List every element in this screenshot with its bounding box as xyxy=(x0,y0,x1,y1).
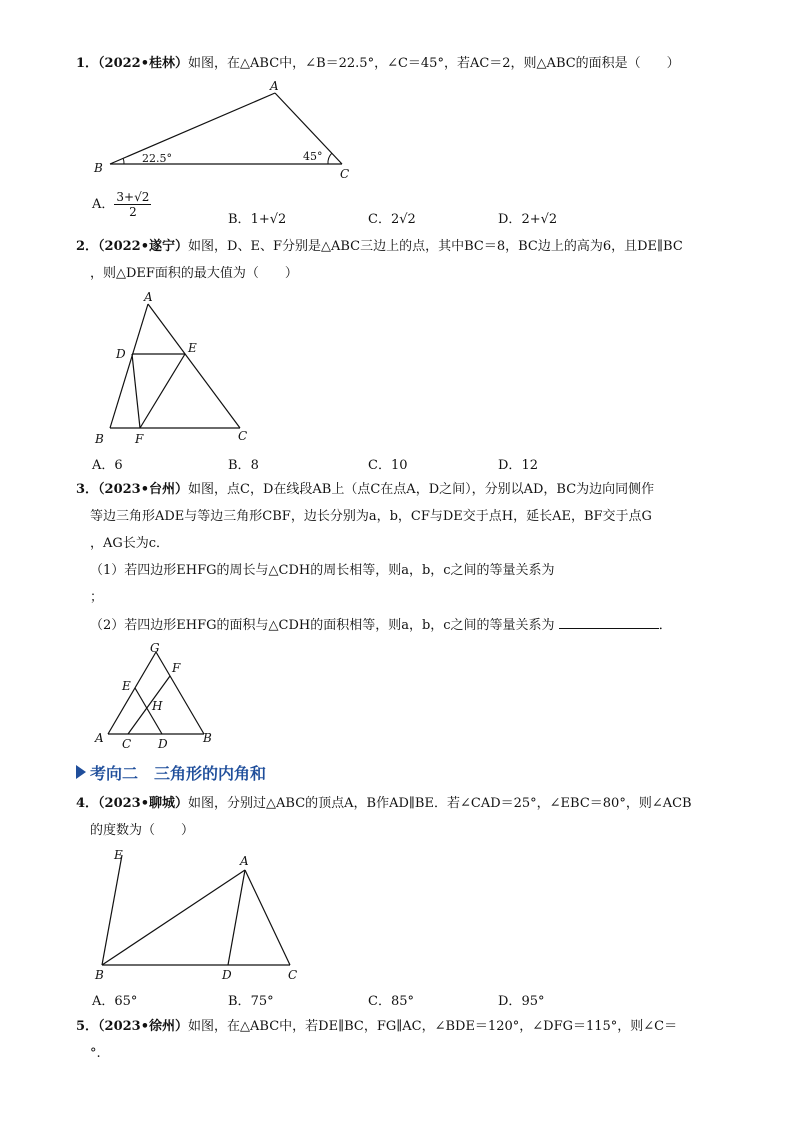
q2-side-ab xyxy=(110,304,148,428)
q3-text-1: 如图，点C，D在线段AB上（点C在点A，D之间），分别以AD，BC为边向同侧作 xyxy=(188,482,655,497)
q3-label-f: F xyxy=(172,661,181,675)
q2-figure xyxy=(90,288,265,448)
q3-stem-line1 xyxy=(76,481,654,499)
q3-label-e: E xyxy=(122,679,131,693)
q3-label-a: A xyxy=(95,731,104,745)
q3-stem-line2 xyxy=(90,508,652,526)
q2-source: （2022•遂宁） xyxy=(98,239,189,254)
q4-option-d-label: D． xyxy=(498,994,522,1009)
q1-option-b[interactable] xyxy=(228,208,286,227)
q2-segment-ef xyxy=(140,354,185,428)
q2-label-d: D xyxy=(116,347,126,361)
q2-text-2: ，则△DEF面积的最大值为（ ） xyxy=(90,266,298,281)
q4-option-b[interactable] xyxy=(228,990,274,1009)
q4-side-ac xyxy=(245,870,290,965)
q2-option-c-label: C． xyxy=(368,458,391,473)
q2-option-a[interactable] xyxy=(92,454,123,473)
q1-label-c: C xyxy=(340,167,350,181)
q1-option-d[interactable] xyxy=(498,208,557,227)
q1-figure xyxy=(90,78,360,183)
q1-option-d-label: D． xyxy=(498,212,522,227)
q2-option-c[interactable] xyxy=(368,454,408,473)
q4-option-c[interactable] xyxy=(368,990,414,1009)
q3-segment-ag xyxy=(108,652,156,734)
q2-option-b[interactable] xyxy=(228,454,259,473)
q4-option-a-label: A． xyxy=(92,994,115,1009)
q1-option-c[interactable] xyxy=(368,208,416,227)
q2-option-d-value: 12 xyxy=(521,458,538,473)
q3-sub1-line2 xyxy=(90,589,103,607)
q1-angle-b-arc xyxy=(123,158,124,164)
q2-label-f: F xyxy=(135,432,144,446)
q3-sub1-line1 xyxy=(90,562,555,580)
q1-option-c-value: 2√2 xyxy=(390,212,416,227)
q3-label-b: B xyxy=(203,731,212,745)
q3-figure xyxy=(90,640,220,752)
q1-label-a: A xyxy=(270,79,279,93)
q3-stem-line3 xyxy=(90,535,169,553)
q1-stem xyxy=(76,55,680,73)
q1-angle-c-arc xyxy=(328,153,332,164)
q4-source: （2023•聊城） xyxy=(98,796,189,811)
q4-option-a[interactable] xyxy=(92,990,137,1009)
section-header xyxy=(76,760,266,784)
q2-option-a-value: 6 xyxy=(114,458,123,473)
q4-segment-ad xyxy=(228,870,245,965)
q5-text-1: 如图，在△ABC中，若DE∥BC，FG∥AC，∠BDE＝120°，∠DFG＝115°，则∠C＝ xyxy=(188,1019,678,1034)
q2-option-a-label: A． xyxy=(92,458,115,473)
q2-option-d[interactable] xyxy=(498,454,538,473)
q4-option-a-value: 65° xyxy=(114,994,138,1009)
q3-label-c: C xyxy=(122,737,132,751)
q1-option-d-value: 2+√2 xyxy=(521,212,558,227)
q4-stem-line1 xyxy=(76,795,692,813)
q4-option-b-label: B． xyxy=(228,994,251,1009)
q1-option-b-label: B． xyxy=(228,212,251,227)
q1-option-a-fraction xyxy=(114,190,151,219)
q1-option-b-value: 1+√2 xyxy=(250,212,287,227)
q4-label-a: A xyxy=(240,854,249,868)
q4-label-e: E xyxy=(114,848,123,862)
q2-option-d-label: D． xyxy=(498,458,522,473)
q1-angle-c-label: 45° xyxy=(303,150,323,163)
q4-number: 4． xyxy=(76,796,99,811)
q3-sub2-answer-blank[interactable] xyxy=(559,616,659,629)
q1-option-c-label: C． xyxy=(368,212,391,227)
q2-option-b-value: 8 xyxy=(250,458,259,473)
q1-option-a-label: A． xyxy=(92,197,115,212)
q2-label-e: E xyxy=(188,341,197,355)
play-triangle-icon xyxy=(76,765,86,779)
q3-label-h: H xyxy=(152,699,163,713)
q1-text: 如图，在△ABC中，∠B＝22.5°，∠C＝45°，若AC＝2，则△ABC的面积是（ ） xyxy=(188,56,680,71)
q2-label-a: A xyxy=(144,290,153,304)
q1-number: 1． xyxy=(76,56,99,71)
q3-sub2-line xyxy=(90,616,672,635)
q2-side-ac xyxy=(148,304,240,428)
q1-option-a[interactable] xyxy=(92,190,151,219)
q3-sub2-text: （2）若四边形EHFG的面积与△CDH的面积相等，则a，b，c之间的等量关系为 xyxy=(90,618,555,633)
q4-option-c-label: C． xyxy=(368,994,391,1009)
q3-label-d: D xyxy=(158,737,168,751)
q3-sub1-end: ； xyxy=(90,590,104,605)
q3-text-2: 等边三角形ADE与等边三角形CBF，边长分别为a，b，CF与DE交于点H，延长AE，BF交于点G xyxy=(90,509,652,524)
q4-stem-line2 xyxy=(90,822,194,840)
q5-text-2: °. xyxy=(90,1046,101,1061)
q1-label-b: B xyxy=(94,161,103,175)
q5-stem-line2 xyxy=(90,1045,101,1063)
q4-side-ab xyxy=(102,870,245,965)
q2-segment-df xyxy=(132,354,140,428)
q4-label-b: B xyxy=(95,968,104,982)
q4-figure xyxy=(90,845,310,985)
q4-option-c-value: 85° xyxy=(390,994,414,1009)
q2-label-c: C xyxy=(238,429,248,443)
q3-label-g: G xyxy=(150,641,160,655)
q4-text-2: 的度数为（ ） xyxy=(90,823,195,838)
q3-number: 3． xyxy=(76,482,99,497)
q4-label-c: C xyxy=(288,968,298,982)
q3-sub2-end: ． xyxy=(658,618,672,633)
q3-source: （2023•台州） xyxy=(98,482,189,497)
q1-angle-b-label: 22.5° xyxy=(142,152,172,165)
section-title: 考向二 三角形的内角和 xyxy=(90,763,267,783)
q1-side-ab xyxy=(110,93,275,164)
q2-stem-line1 xyxy=(76,238,683,256)
q3-text-3: ，AG长为c． xyxy=(90,536,170,551)
q4-option-d-value: 95° xyxy=(521,994,545,1009)
q2-option-b-label: B． xyxy=(228,458,251,473)
q3-sub1-text: （1）若四边形EHFG的周长与△CDH的周长相等，则a，b，c之间的等量关系为 xyxy=(90,563,555,578)
q2-text-1: 如图，D、E、F分别是△ABC三边上的点，其中BC＝8，BC边上的高为6，且DE∥BC xyxy=(188,239,683,254)
q4-ray-be xyxy=(102,855,122,965)
q2-number: 2． xyxy=(76,239,99,254)
q5-stem-line1 xyxy=(76,1018,677,1036)
q4-text-1: 如图，分别过△ABC的顶点A，B作AD∥BE．若∠CAD＝25°，∠EBC＝80°，则∠ACB xyxy=(188,796,692,811)
q5-source: （2023•徐州） xyxy=(98,1019,189,1034)
q1-option-a-denominator: 2 xyxy=(129,205,137,219)
q2-option-c-value: 10 xyxy=(390,458,408,473)
q2-stem-line2 xyxy=(90,265,298,283)
q3-segment-cf xyxy=(128,676,170,734)
q5-number: 5． xyxy=(76,1019,99,1034)
q2-label-b: B xyxy=(95,432,104,446)
q1-option-a-numerator: 3+√2 xyxy=(116,190,150,204)
q1-source: （2022•桂林） xyxy=(98,56,189,71)
q4-option-d[interactable] xyxy=(498,990,544,1009)
q4-option-b-value: 75° xyxy=(250,994,274,1009)
q4-label-d: D xyxy=(222,968,232,982)
